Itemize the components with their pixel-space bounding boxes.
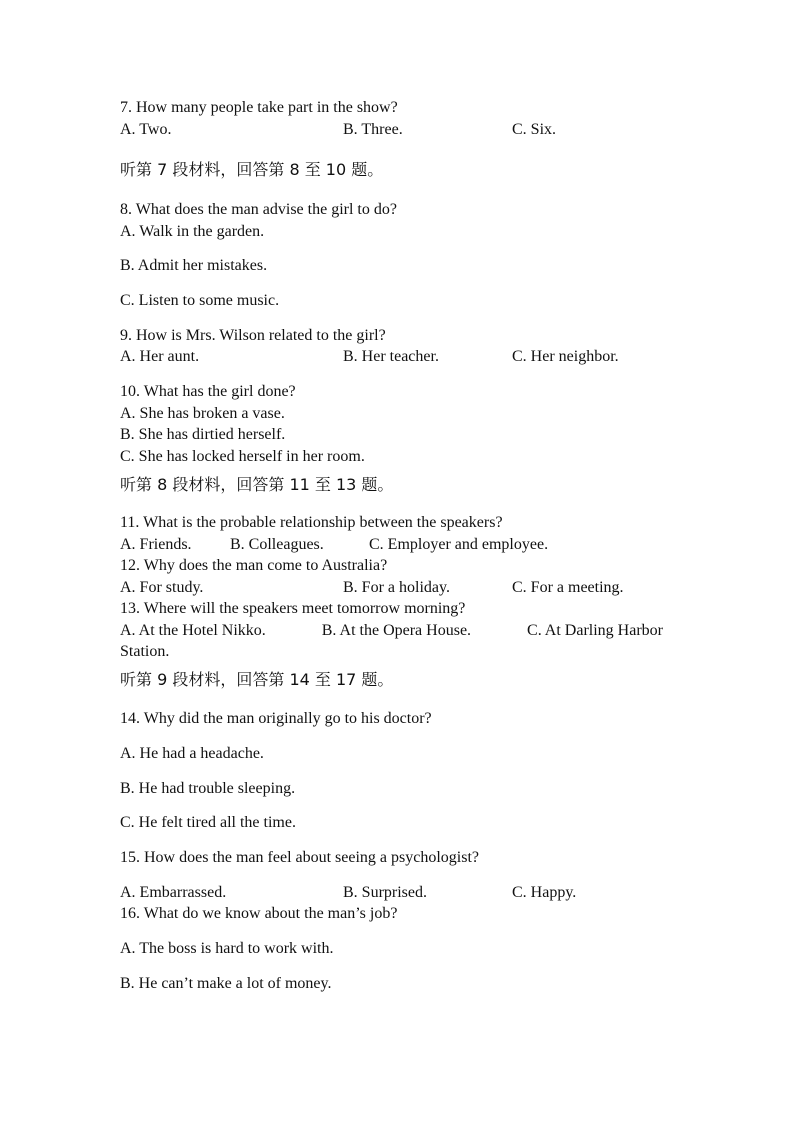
q14-option-c: C. He felt tired all the time. <box>120 814 296 831</box>
q15-option-a: A. Embarrassed. <box>120 884 227 901</box>
question-14: 14. Why did the man originally go to his doctor? <box>120 710 432 727</box>
q13-option-a: A. At the Hotel Nikko. <box>120 622 266 639</box>
q13-option-c-continued: Station. <box>120 643 170 660</box>
q13-option-c: C. At Darling Harbor <box>527 622 663 639</box>
q11-option-c: C. Employer and employee. <box>369 536 549 553</box>
question-10: 10. What has the girl done? <box>120 383 296 400</box>
q9-option-a: A. Her aunt. <box>120 348 200 365</box>
question-7: 7. How many people take part in the show? <box>120 99 398 116</box>
q10-option-a: A. She has broken a vase. <box>120 405 285 422</box>
q8-option-b: B. Admit her mistakes. <box>120 257 268 274</box>
q12-option-a: A. For study. <box>120 579 204 596</box>
section-7-heading: 听第 7 段材料，回答第 8 至 10 题。 <box>120 160 384 179</box>
question-12: 12. Why does the man come to Australia? <box>120 557 388 574</box>
q8-option-c: C. Listen to some music. <box>120 292 280 309</box>
question-16: 16. What do we know about the man’s job? <box>120 905 398 922</box>
q7-option-c: C. Six. <box>512 121 557 138</box>
q10-option-c: C. She has locked herself in her room. <box>120 448 365 465</box>
q9-option-b: B. Her teacher. <box>343 348 439 365</box>
q14-option-a: A. He had a headache. <box>120 745 264 762</box>
q10-option-b: B. She has dirtied herself. <box>120 426 286 443</box>
section-8-heading: 听第 8 段材料，回答第 11 至 13 题。 <box>120 475 394 494</box>
q12-option-c: C. For a meeting. <box>512 579 624 596</box>
q16-option-b: B. He can’t make a lot of money. <box>120 975 332 992</box>
section-9-heading: 听第 9 段材料，回答第 14 至 17 题。 <box>120 670 394 689</box>
q12-option-b: B. For a holiday. <box>343 579 450 596</box>
q13-option-b: B. At the Opera House. <box>321 622 472 639</box>
question-11: 11. What is the probable relationship between the speakers? <box>120 514 503 531</box>
q15-option-c: C. Happy. <box>512 884 577 901</box>
q9-option-c: C. Her neighbor. <box>512 348 619 365</box>
question-15: 15. How does the man feel about seeing a psychologist? <box>120 849 480 866</box>
q8-option-a: A. Walk in the garden. <box>120 223 265 240</box>
question-13: 13. Where will the speakers meet tomorrow morning? <box>120 600 466 617</box>
q15-option-b: B. Surprised. <box>343 884 427 901</box>
q16-option-a: A. The boss is hard to work with. <box>120 940 334 957</box>
q11-option-a: A. Friends. <box>120 536 192 553</box>
q7-option-a: A. Two. <box>120 121 172 138</box>
q14-option-b: B. He had trouble sleeping. <box>120 780 296 797</box>
question-9: 9. How is Mrs. Wilson related to the girl? <box>120 327 386 344</box>
question-13-options <box>120 620 663 641</box>
question-8: 8. What does the man advise the girl to do? <box>120 201 397 218</box>
q11-option-b: B. Colleagues. <box>230 536 324 553</box>
q7-option-b: B. Three. <box>343 121 403 138</box>
